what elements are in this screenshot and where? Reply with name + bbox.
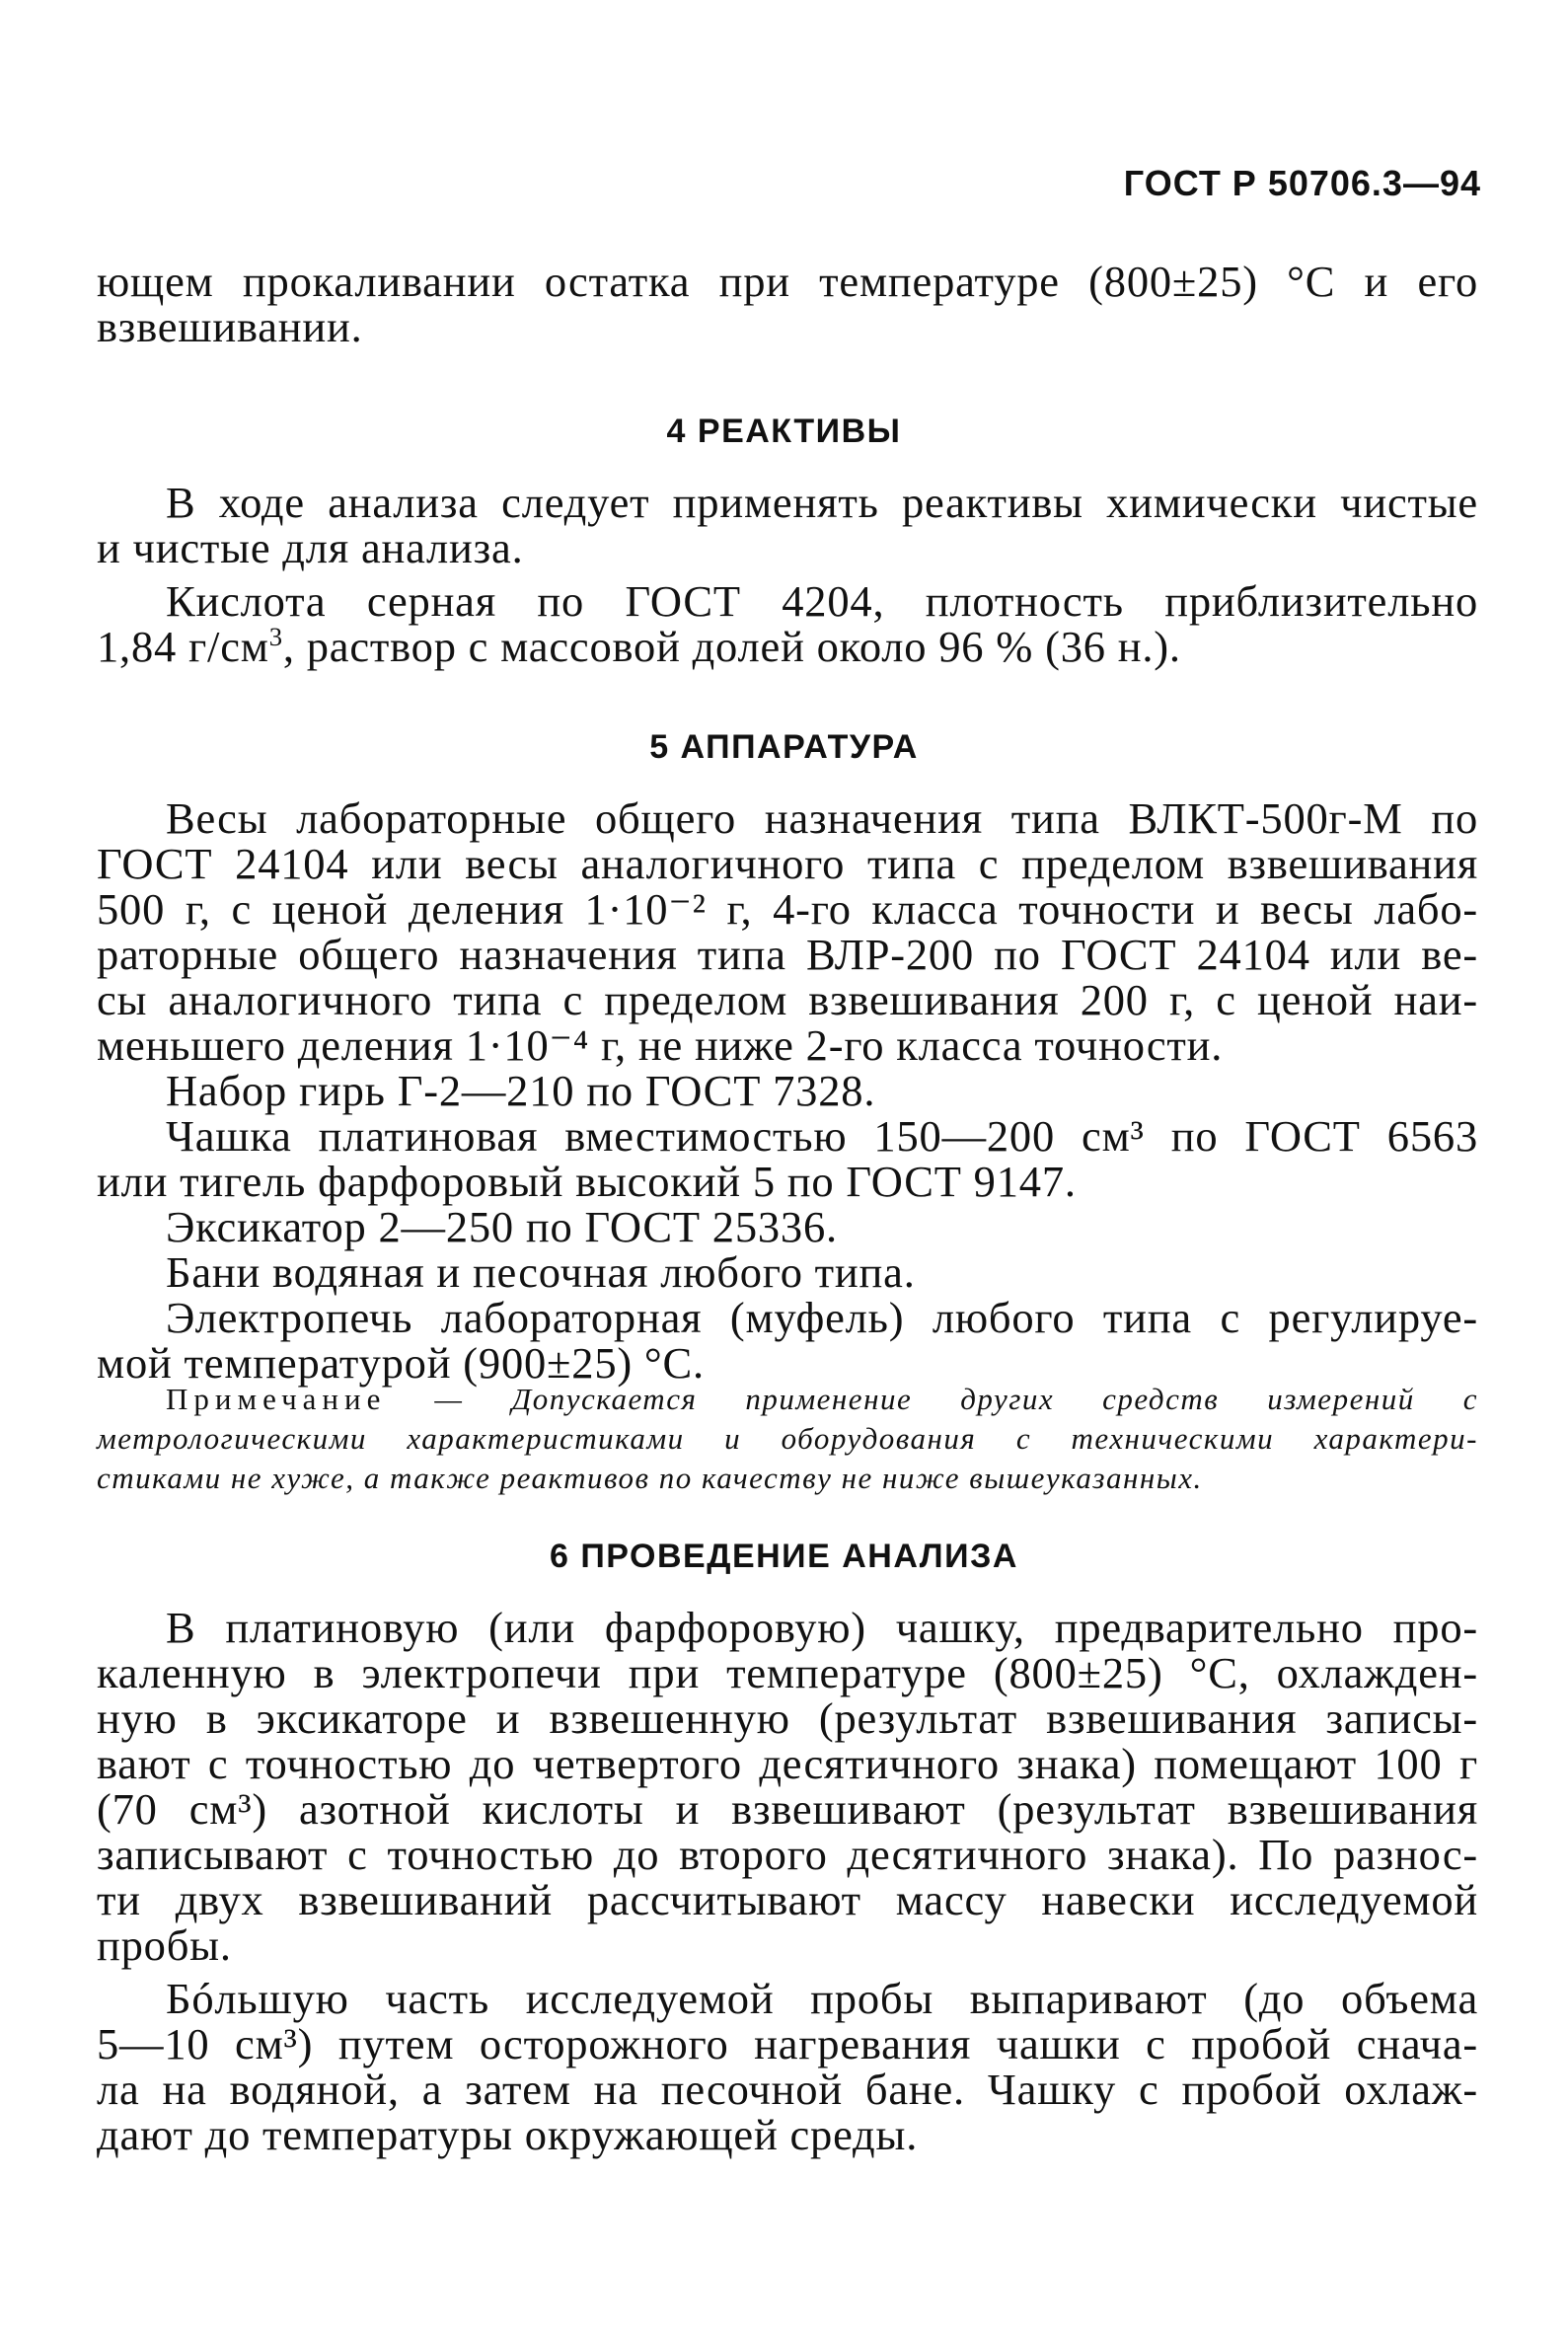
note-line: стиками не хуже, а также реактивов по качеству не ниже вышеуказанных. [97, 1461, 1203, 1495]
note-label: Примечание [166, 1382, 387, 1416]
paragraph-line: Эксикатор 2—250 по ГОСТ 25336. [166, 1202, 838, 1251]
paragraph-line [97, 624, 1478, 669]
section-6-paragraph-1 [97, 1605, 1478, 1968]
paragraph-line: каленную в электропечи при температуре (800±25) °C, охлажден- [97, 1648, 1478, 1697]
paragraph-line: В ходе анализа следует применять реактивы химически чистые [166, 478, 1478, 527]
paragraph-line: Электропечь лабораторная (муфель) любого типа с регулируе- [166, 1293, 1478, 1342]
paragraph-line: Набор гирь Г-2—210 по ГОСТ 7328. [166, 1066, 876, 1115]
paragraph-line: ла на водяной, а затем на песочной бане. Чашку с пробой охлаж- [97, 2065, 1478, 2114]
section-4-title: 4 РЕАКТИВЫ [666, 413, 902, 450]
document-header: ГОСТ Р 50706.3—94 [1123, 163, 1481, 203]
paragraph-line: дают до температуры окружающей среды. [97, 2110, 919, 2159]
section-6-title: 6 ПРОВЕДЕНИЕ АНАЛИЗА [550, 1538, 1018, 1575]
text-run: , раствор с массовой долей около 96 % (36 н.). [282, 622, 1181, 671]
paragraph-line: ГОСТ 24104 или весы аналогичного типа с пределом взвешивания [97, 839, 1478, 888]
paragraph-line: В платиновую (или фарфоровую) чашку, предварительно про- [166, 1603, 1478, 1652]
paragraph-line: меньшего деления 1·10⁻⁴ г, не ниже 2-го класса точности. [97, 1020, 1224, 1070]
paragraph-line: и чистые для анализа. [97, 523, 524, 572]
paragraph-line: сы аналогичного типа с пределом взвешивания 200 г, с ценой наи- [97, 975, 1478, 1024]
paragraph-line: (70 см³) азотной кислоты и взвешивают (результат взвешивания [97, 1784, 1478, 1834]
paragraph-line: взвешивании. [97, 302, 363, 351]
superscript: 3 [268, 622, 283, 652]
paragraph-line: раторные общего назначения типа ВЛР-200 по ГОСТ 24104 или ве- [97, 930, 1478, 979]
paragraph-line: ти двух взвешиваний рассчитывают массу навески исследуемой [97, 1875, 1478, 1924]
paragraph-line: Кислота серная по ГОСТ 4204, плотность приблизительно [166, 576, 1478, 626]
paragraph-line: Весы лабораторные общего назначения типа ВЛКТ-500г-М по [166, 793, 1478, 843]
section-6-paragraph-2 [97, 1976, 1478, 2157]
paragraph-line: или тигель фарфоровый высокий 5 по ГОСТ 9147. [97, 1157, 1077, 1206]
paragraph-line: ную в эксикаторе и взвешенную (результат взвешивания записы- [97, 1693, 1478, 1743]
paragraph-line: Бóльшую часть исследуемой пробы выпаривают (до объема [166, 1974, 1478, 2023]
paragraph-line: Бани водяная и песочная любого типа. [166, 1247, 916, 1297]
section-4-paragraph-1 [97, 480, 1478, 570]
note-line: метрологическими характеристиками и оборудования с техническими характери- [97, 1421, 1478, 1456]
text-run: 1,84 г/см [97, 622, 269, 671]
note-line [97, 1380, 1478, 1419]
paragraph-line: ющем прокаливании остатка при температуре (800±25) °C и его [97, 257, 1478, 306]
section-4-paragraph-2 [97, 578, 1478, 669]
paragraph-line: 5—10 см³) путем осторожного нагревания чашки с пробой снача- [97, 2019, 1478, 2068]
section-5-note [97, 1380, 1478, 1498]
paragraph-line: записывают с точностью до второго десятичного знака). По разнос- [97, 1830, 1478, 1879]
paragraph-line: вают с точностью до четвертого десятичного знака) помещают 100 г [97, 1739, 1478, 1788]
section-5-title: 5 АППАРАТУРА [649, 728, 919, 766]
paragraph-line: мой температурой (900±25) °C. [97, 1338, 705, 1388]
paragraph-line: Чашка платиновая вместимостью 150—200 см³ по ГОСТ 6563 [166, 1111, 1478, 1161]
section-5-paragraph-scales [97, 795, 1478, 1386]
paragraph-line: 500 г, с ценой деления 1·10⁻² г, 4-го класса точности и весы лабо- [97, 884, 1478, 934]
note-text: — Допускается применение других средств измерений с [386, 1382, 1478, 1416]
paragraph-line: пробы. [97, 1920, 232, 1970]
intro-paragraph [97, 259, 1478, 349]
